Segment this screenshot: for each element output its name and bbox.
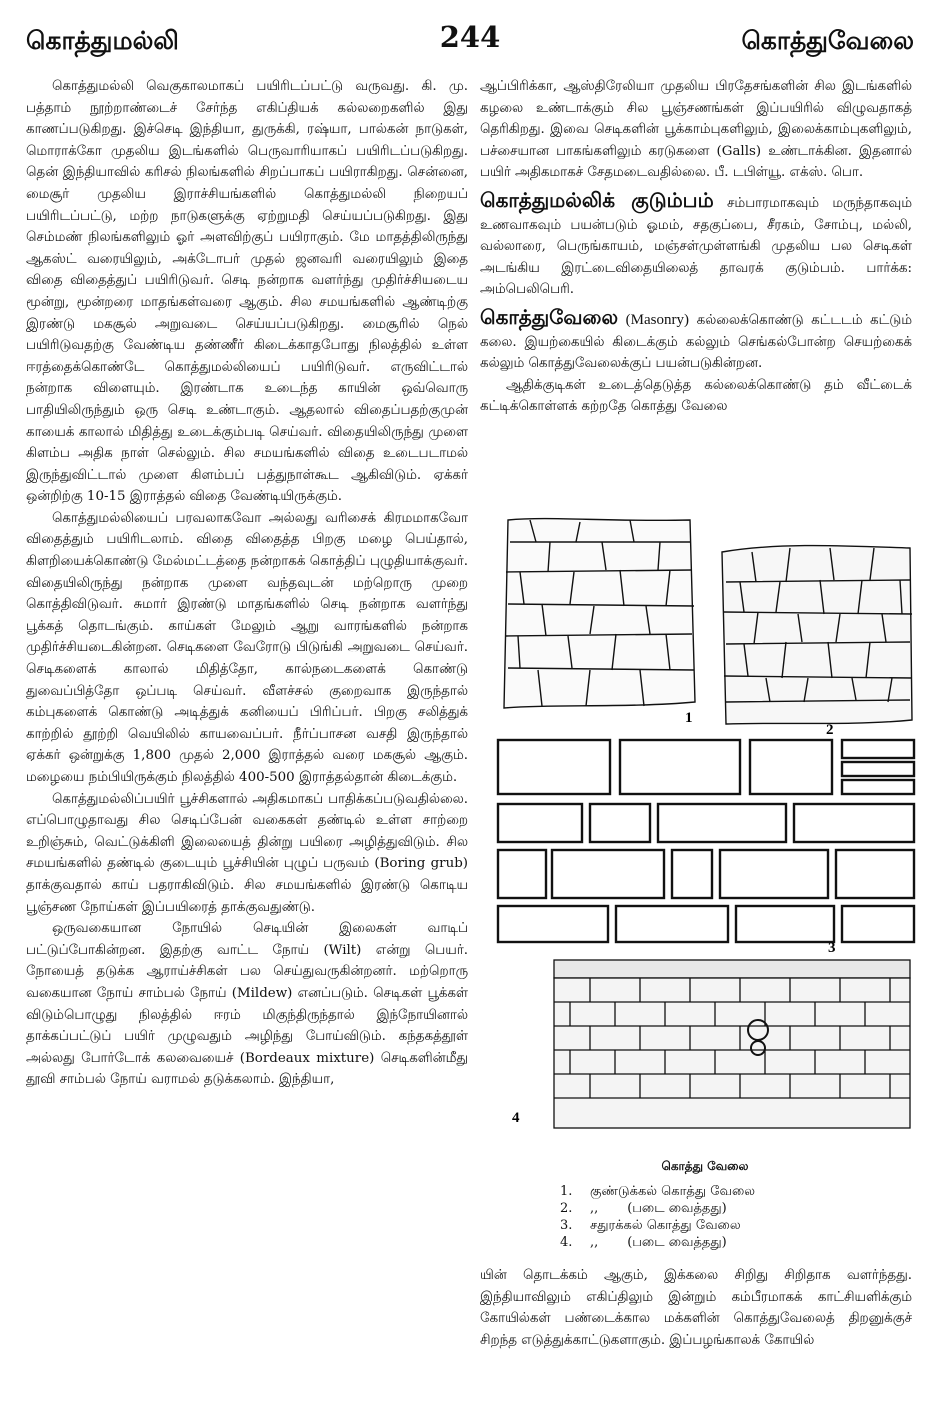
- figure-label-4: 4: [512, 1110, 520, 1126]
- entry-latin: (Masonry): [625, 311, 689, 328]
- paragraph: கொத்துமல்லியைப் பரவலாகவோ அல்லது வரிசைக் கிரமமாகவோ விதைத்தும் பயிரிடலாம். விதை விதைத்த பிறகு மழை பெய்தால், கிளறியைக்கொண்டு மேல்மட்டத்தை நன்றாகக் கொத்திப் புழுதியாக்குவர். விதையிலிருந்து நன்றாக முளை வந்தவுடன் மற்றொரு முறை கொத்திவிடுவர். சுமார் இரண்டு மாதங்களில் செடி நன்றாக வளர்ந்து பூக்கத் தொடங்கும். காய்கள் மேலும் ஆறு வாரங்களில் நன்றாக முதிர்ச்சியடைகின்றன. செடிகளை வேரோடு பிடுங்கி அறுவடை செய்வர். செடிகளைக் காலால் மிதித்தோ, கால்நடைகளைக் கொண்டு துவைப்பித்தோ ஒப்படி செய்வர். வீளச்சல் குறைவாக இருந்தால் கம்புகளைக் கொண்டு அடித்துக் கனியைப் பிரிப்பர். பிறகு சலித்துக் காற்றில் தூற்றி வெயிலில் காயவைப்பர். நீர்ப்பாசன வசதி இருந்தால் ஏக்கர் ஒன்றுக்கு 1,800 முதல் 2,000 இராத்தல் வரை மகசூல் ஆகும். மழையை நம்பியிருக்கும் நிலத்தில் 400-500 இராத்தல்தான் கிடைக்கும்.: [26, 510, 468, 785]
- running-head-right: கொத்துவேலை: [741, 26, 914, 55]
- caption-item-number: 2.: [560, 1201, 573, 1216]
- caption-item: [560, 1183, 820, 1200]
- caption-item-text: குண்டுக்கல் கொத்து வேலை: [590, 1184, 756, 1199]
- figure-label-2: 2: [826, 722, 834, 738]
- running-head-left: கொத்துமல்லி: [26, 26, 179, 55]
- figure-caption-title: கொத்து வேலை: [661, 1159, 749, 1173]
- caption-item: [560, 1200, 820, 1217]
- figure-caption-list: [560, 1183, 820, 1251]
- ashlar-masonry-sketch-3: [498, 740, 914, 942]
- paragraph: கொத்துமல்லி வெகுகாலமாகப் பயிரிடப்பட்டு வருவது. கி. மு. பத்தாம் நூற்றாண்டைச் சேர்ந்த எகிப்தியக் கல்லறைகளில் இது காணப்படுகிறது. இச்செடி இந்தியா, துருக்கி, ரஷ்யா, பால்கன் நாடுகள், மொராக்கோ முதலிய இடங்களில் பெருவாரியாகப் பயிரிடப்படுகிறது. தென் இந்தியாவில் கரிசல் நிலங்களில் சிறப்பாகப் பயிராகிறது. சென்னை, மைசூர் முதலிய இராச்சியங்களில் கொத்துமல்லி நிறையப் பயிரிடப்பட்டு, மற்ற நாடுகளுக்கு ஏற்றுமதி செய்யப்படுகிறது. இது செம்மண் நிலங்களிலும் ஓர் அளவிற்குப் பயிராகும். மே மாதத்திலிருந்து ஆகஸ்ட் வரையிலும், அக்டோபர் முதல் ஜனவரி வரையிலும் இதை விதை விதைத்துப் பயிரிடுவர். செடி நன்றாக வளர்ந்து முதிர்ச்சியடைய மூன்று, மூன்றரை மாதங்கள்வரை ஆகும். சில சமயங்களில் ஆண்டிற்கு இரண்டு மகசூல் அறுவடை செய்யப்படுகிறது. மைசூரில் நெல் பயிரிடுவதற்கு வேண்டிய தண்ணீர் கிடைக்காதபோது நிலத்தில் உள்ள ஈரத்தைக்கொண்டே கொத்துமல்லியைப் பயிரிடுவர். எருவிட்டால் நன்றாக விளையும். இரண்டாக உடைந்த காயின் ஒவ்வொரு பாதியிலிருந்தும் ஒரு செடி உண்டாகும். ஆதலால் விதைப்பதற்குமுன் காயைக் காலால் மிதித்து உடைக்கும்படி செய்வர். விதையிலிருந்து முளை கிளம்ப அதிக நாள் செல்லும். சில சமயங்களில் விதை உடைபடாமல் இருந்துவிட்டால் முளை கிளம்பப் பத்துநாள்கூட ஆகிவிடும். ஏக்கர் ஒன்றிற்கு 10-15 இராத்தல் விதை வேண்டியிருக்கும்.: [26, 79, 468, 505]
- left-column: [26, 76, 468, 1091]
- figure-label-1: 1: [685, 710, 693, 726]
- entry-heading: கொத்துவேலை: [480, 304, 619, 329]
- caption-item-text: ,, (படை வைத்தது): [590, 1235, 727, 1250]
- page-header: [26, 20, 914, 60]
- paragraph: கொத்துமல்லிப்பயிர் பூச்சிகளால் அதிகமாகப் பாதிக்கப்படுவதில்லை. எப்பொழுதாவது சில செடிப்பேன் வகைகள் தண்டில் உள்ள சாற்றை உறிஞ்சும், வெட்டுக்கிளி இலையைத் தின்று பயிரை அழித்துவிடும். சில சமயங்களில் தண்டில் குடையும் பூச்சியின் புழுப் பருவம் (Boring grub) தாக்குவதால் காய் பதராகிவிடும். சில சமயங்களில் இரண்டு கொடிய பூஞ்சண நோய்கள் இப்பயிரைத் தாக்குவதுண்டு.: [26, 791, 468, 915]
- figure-label-3: 3: [828, 940, 836, 956]
- rubble-masonry-sketch-1: [504, 519, 695, 708]
- paragraph: ஒருவகையான நோயில் செடியின் இலைகள் வாடிப் பட்டுப்போகின்றன. இதற்கு வாட்ட நோய் (Wilt) என்று பெயர். நோயைத் தடுக்க ஆராய்ச்சிகள் பல செய்துவருகின்றனர். மற்றொரு வகையான நோய் சாம்பல் நோய் (Mildew) எனப்படும். செடிகள் பூக்கள் விடும்பொழுது நிலத்தில் ஈரம் மிகுந்திருந்தால் இந்நோயினால் தாக்கப்பட்டுப் பயிர் முழுவதும் அழிந்து போய்விடும். கந்தகத்தூள் அல்லது போர்டோக் கலவையைச் (Bordeaux mixture) செடிகளின்மீது தூவி சாம்பல் நோய் வராமல் தடுக்கலாம். இந்தியா,: [26, 921, 468, 1088]
- masonry-figure: [490, 512, 920, 1152]
- caption-item-number: 4.: [560, 1235, 573, 1250]
- right-column-continuation: [480, 1265, 912, 1351]
- paragraph: ஆதிக்குடிகள் உடைத்தெடுத்த கல்லைக்கொண்டு தம் வீட்டைக் கட்டிக்கொள்ளக் கற்றதே கொத்து வேலை: [480, 377, 912, 415]
- rubble-masonry-sketch-2: [722, 546, 912, 725]
- caption-item-number: 3.: [560, 1218, 573, 1233]
- right-column: [480, 76, 912, 418]
- entry-text: கல்லைக்கொண்டு கட்டடம் கட்டும் கலை. இயற்கையில் கிடைக்கும் கல்லும் செங்கல்போன்ற செயற்கைக் கல்லும் கொத்துவேலைக்குப் பயன்படுகின்றன.: [480, 312, 912, 372]
- caption-item-text: ,, (படை வைத்தது): [590, 1201, 727, 1216]
- caption-item: [560, 1234, 820, 1251]
- caption-item-text: சதுரக்கல் கொத்து வேலை: [590, 1218, 741, 1233]
- caption-item: [560, 1217, 820, 1234]
- caption-item-number: 1.: [560, 1184, 573, 1199]
- entry-kothuvelai: [480, 304, 912, 375]
- entry-text: சம்பாரமாகவும் மருந்தாகவும் உணவாகவும் பயன்படும் ஓமம், சதகுப்பை, சீரகம், சோம்பு, மல்லி, வல்லாரை, பெருங்காயம், மஞ்சள்முள்ளங்கி முதலிய பல செடிகள் அடங்கிய இரட்டைவிதையிலைத் தாவரக் குடும்பம். பார்க்க: அம்பெலிபெரி.: [480, 195, 912, 298]
- coursed-masonry-sketch-4: [554, 960, 910, 1128]
- page-number: 244: [439, 20, 501, 54]
- entry-kothumalli-family: [480, 187, 912, 301]
- paragraph: ஆப்பிரிக்கா, ஆஸ்திரேலியா முதலிய பிரதேசங்களின் சில இடங்களில் கழலை உண்டாக்கும் சில பூஞ்சணங்கள் இப்பயிரில் விழுவதாகத் தெரிகிறது. இவை செடிகளின் பூக்காம்புகளிலும், இலைக்காம்புகளிலும், பச்சையான பாகங்களிலும் கரடுகளை (Galls) உண்டாக்கின. இதனால் பயிர் அதிகமாகச் சேதமடைவதில்லை. பீ. டபிள்யூ. எக்ஸ். பொ.: [480, 79, 912, 181]
- paragraph: யின் தொடக்கம் ஆகும், இக்கலை சிறிது சிறிதாக வளர்ந்தது. இந்தியாவிலும் எகிப்திலும் இன்றும் கம்பீரமாகக் காட்சியளிக்கும் கோயில்கள் பண்டைக்கால மக்களின் கொத்துவேலைத் திறனுக்குச் சிறந்த எடுத்துக்காட்டுகளாகும். இப்பழங்காலக் கோயில்: [480, 1268, 912, 1348]
- entry-heading: கொத்துமல்லிக் குடும்பம்: [480, 187, 714, 212]
